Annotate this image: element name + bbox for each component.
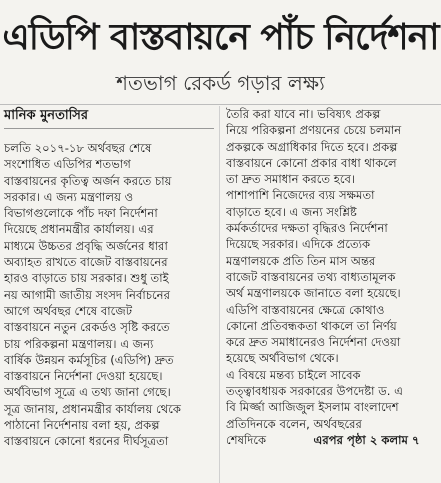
text-line: এ বিষয়ে মন্তব্য চাইলে সাবেক — [226, 367, 361, 382]
text-line: বার্ষিক উন্নয়ন কর্মসূচির (এডিপি) দ্রুত — [4, 352, 174, 367]
text-line: প্রতিদিনকে বলেন, অর্থবছরের — [226, 416, 362, 431]
headline-divider — [0, 104, 441, 105]
text-line: পাঠানো নির্দেশনায় বলা হয়, প্রকল্প — [4, 418, 160, 433]
byline-underline — [4, 128, 214, 129]
text-line: এডিপি বাস্তবায়নের ক্ষেত্রে কোথাও — [226, 302, 385, 317]
text-line: বাস্তবায়নে নতুন রেকর্ডও সৃষ্টি করতে — [4, 320, 170, 335]
text-line: সূত্র জানায়, প্রধানমন্ত্রীর কার্যালয় থেকে — [4, 401, 182, 416]
text-line: তা দ্রুত সমাধান করতে হবে। — [226, 172, 356, 187]
text-line: অব্যাহত রাখতে বাজেট বাস্তবায়নের — [4, 255, 168, 270]
text-line: মাধ্যমে উচ্চতর প্রবৃদ্ধি অর্জনের ধারা — [4, 238, 168, 253]
text-line: অর্থবিভাগ সূত্রে এ তথ্য জানা গেছে। — [4, 385, 171, 400]
text-line: দিয়েছে সরকার। এদিকে প্রত্যেক — [226, 237, 371, 252]
text-line: মন্ত্রণালয়কে প্রতি তিন মাস অন্তর — [226, 253, 376, 268]
top-edge-strip — [0, 0, 441, 8]
text-line: হয়েছে অর্থবিভাগ থেকে। — [226, 351, 339, 366]
text-line: করে দ্রুত সমাধানেরও নির্দেশনা দেওয়া — [226, 335, 401, 350]
text-line: বিভাগগুলোকে পাঁচ দফা নির্দেশনা — [4, 206, 158, 221]
text-line: কর্মকর্তাদের দক্ষতা বৃদ্ধিরও নির্দেশনা — [226, 221, 388, 236]
text-line: প্রকল্পকে অগ্রাধিকার দিতে হবে। প্রকল্প — [226, 139, 398, 154]
text-line: পাশাপাশি নিজেদের ব্যয় সক্ষমতা — [226, 188, 375, 203]
text-line: বাস্তবায়নের কৃতিত্ব অর্জন করতে চায় — [4, 173, 172, 188]
text-line: তৈরি করা যাবে না। ভবিষ্যৎ প্রকল্প — [226, 107, 381, 121]
text-line: অর্থ মন্ত্রণালয়কে জানাতে বলা হয়েছে। — [226, 286, 401, 301]
text-line: হারও বাড়াতে চায় সরকার। শুধু তাই — [4, 271, 169, 286]
text-line: নিয়ে পরিকল্পনা প্রণয়নের চেয়ে চলমান — [226, 123, 402, 138]
text-line: বাজেট বাস্তবায়নের তথ্য বাধ্যতামূলক — [226, 269, 396, 284]
article-column-left — [4, 140, 216, 480]
text-line: সংশোধিত এডিপির শতভাগ — [4, 157, 131, 172]
continued-on-page-label: এরপর পৃষ্ঠা ২ কলাম ৭ — [313, 432, 420, 447]
headline: এডিপি বাস্তবায়নে পাঁচ নির্দেশনা — [2, 17, 439, 58]
text-line: বাড়াতে হবে। এ জন্য সংশ্লিষ্ট — [226, 204, 357, 219]
text-line: চায় পরিকল্পনা মন্ত্রণালয়। এ জন্য — [4, 336, 154, 351]
byline: মানিক মুনতাসির — [4, 108, 89, 123]
text-line: বাস্তবায়নে কোনো ধরনের দীর্ঘসূত্রতা — [4, 434, 169, 449]
text-line: কোনো প্রতিবন্ধকতা থাকলে তা নির্ণয় — [226, 318, 397, 333]
text-line: চলতি ২০১৭-১৮ অর্থবছর শেষে — [4, 141, 152, 155]
text-line: নয় আগামী জাতীয় সংসদ নির্বাচনের — [4, 287, 170, 302]
subheadline: শতভাগ রেকর্ড গড়ার লক্ষ্য — [116, 71, 325, 95]
column-separator — [219, 106, 220, 483]
last-text-fragment: শেষদিকে — [226, 432, 267, 447]
text-line: বি মির্জ্জা আজিজুল ইসলাম বাংলাদেশ — [226, 400, 399, 415]
text-line: বাস্তবায়নে নির্দেশনা দেওয়া হয়েছে। — [4, 369, 163, 384]
text-line: দিয়েছে প্রধানমন্ত্রীর কার্যালয়। এর — [4, 222, 154, 237]
text-line: আগে অর্থবছর শেষে বাজেট — [4, 303, 133, 318]
text-line: বাস্তবায়নে কোনো প্রকার বাধা থাকলে — [226, 155, 397, 170]
text-line-with-continuation — [226, 432, 438, 448]
text-line: সরকার। এ জন্য মন্ত্রণালয় ও — [4, 189, 134, 204]
text-line: তত্ত্বাবধায়ক সরকারের উপদেষ্টা ড. এ — [226, 384, 403, 399]
article-column-right — [226, 106, 438, 481]
